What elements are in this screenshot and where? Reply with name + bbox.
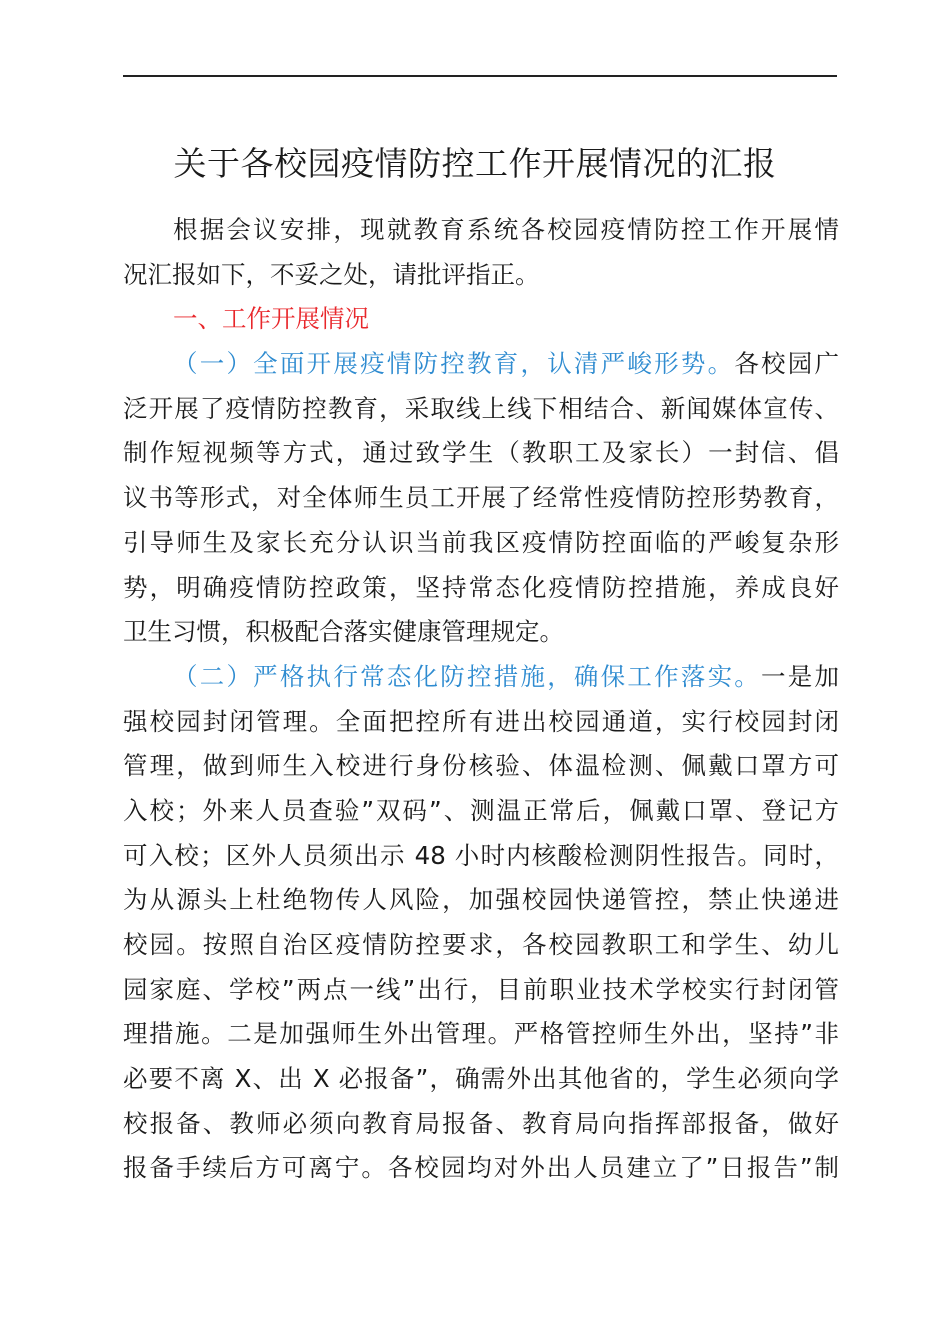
sub2-line: 园家庭、学校”两点一线”出行，目前职业技术学校实行封闭管	[123, 974, 839, 1004]
sub1-line: 议书等形式，对全体师生员工开展了经常性疫情防控形势教育，	[123, 483, 839, 513]
sub2-line: 强校园封闭管理。全面把控所有进出校园通道，实行校园封闭	[123, 706, 839, 736]
intro-line-2: 况汇报如下，不妥之处，请批评指正。	[123, 259, 540, 289]
sub2-first-line-rest: 一是加	[761, 661, 840, 691]
sub1-first-line	[123, 342, 839, 387]
sub2-heading: （二）严格执行常态化防控措施，确保工作落实。	[173, 661, 762, 691]
sub2-first-line	[123, 655, 839, 700]
intro-line-1: 根据会议安排，现就教育系统各校园疫情防控工作开展情	[173, 215, 839, 244]
sub1-line: 泛开展了疫情防控教育，采取线上线下相结合、新闻媒体宣传、	[123, 393, 839, 423]
sub2-line: 入校；外来人员查验”双码”、测温正常后，佩戴口罩、登记方	[123, 795, 839, 825]
document-title: 关于各校园疫情防控工作开展情况的汇报	[173, 144, 777, 183]
sub2-line: 理措施。二是加强师生外出管理。严格管控师生外出，坚持”非	[123, 1019, 839, 1049]
sub1-line: 制作短视频等方式，通过致学生（教职工及家长）一封信、倡	[123, 438, 839, 468]
sub2-line: 校园。按照自治区疫情防控要求，各校园教职工和学生、幼儿	[123, 930, 839, 959]
sub2-line: 必要不离 X、出 X 必报备”，确需外出其他省的，学生必须向学	[123, 1064, 839, 1094]
sub1-line: 引导师生及家长充分认识当前我区疫情防控面临的严峻复杂形	[123, 527, 839, 557]
section-heading-1: 一、工作开展情况	[173, 304, 369, 334]
sub2-line: 校报备、教师必须向教育局报备、教育局向指挥部报备，做好	[123, 1108, 839, 1138]
sub1-first-line-rest: 各校园广	[734, 349, 839, 379]
sub2-line: 为从源头上杜绝物传人风险，加强校园快递管控，禁止快递进	[123, 885, 839, 915]
document-body	[123, 208, 839, 1191]
sub1-heading: （一）全面开展疫情防控教育，认清严峻形势。	[173, 349, 735, 379]
sub2-line: 管理，做到师生入校进行身份核验、体温检测、佩戴口罩方可	[123, 751, 839, 781]
sub2-line: 报备手续后方可离宁。各校园均对外出人员建立了”日报告”制	[123, 1153, 839, 1183]
sub2-line: 可入校；区外人员须出示 48 小时内核酸检测阴性报告。同时，	[123, 840, 839, 870]
header-rule	[123, 75, 837, 77]
sub1-line: 势，明确疫情防控政策，坚持常态化疫情防控措施，养成良好	[123, 572, 839, 602]
sub1-line: 卫生习惯，积极配合落实健康管理规定。	[123, 617, 564, 647]
